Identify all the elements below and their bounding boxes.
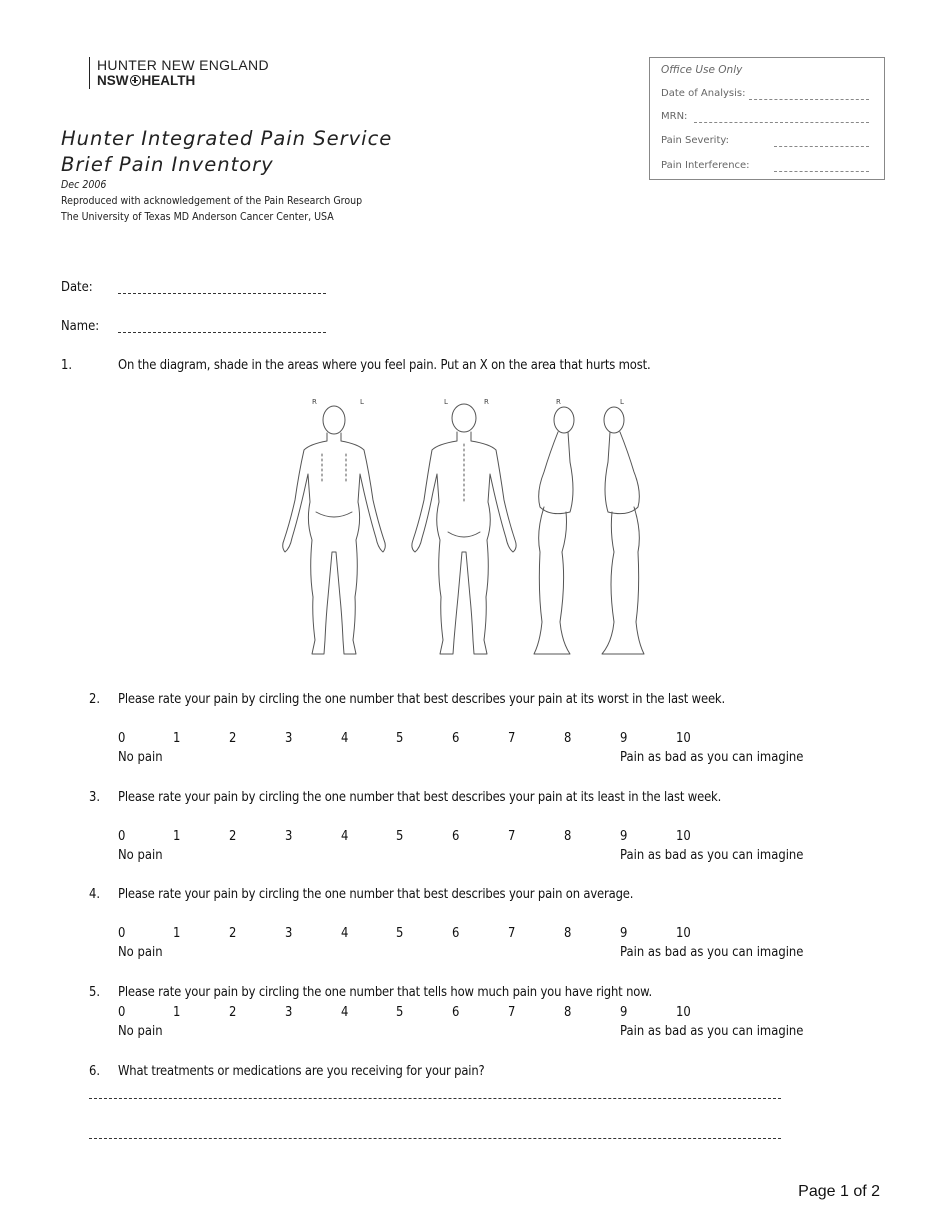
university-credit: The University of Texas MD Anderson Cancer Center, USA [61,210,334,223]
form-title: Brief Pain Inventory [61,153,274,176]
q3-text: Please rate your pain by circling the one number that best describes your pain at its least in the last week. [118,789,722,805]
q5-low-anchor: No pain [118,1023,163,1039]
q5-scale-option[interactable]: 2 [229,1004,237,1020]
q2-scale-option[interactable]: 0 [118,730,126,746]
mrn-label: MRN: [661,111,688,122]
date-of-analysis-field[interactable] [749,99,869,100]
q5-high-anchor: Pain as bad as you can imagine [620,1023,804,1039]
q5-scale-option[interactable]: 9 [620,1004,628,1020]
name-label: Name: [61,318,100,334]
q4-scale-option[interactable]: 8 [564,925,572,941]
q2-scale-option[interactable]: 10 [676,730,691,746]
office-use-box [649,57,885,180]
q2-text: Please rate your pain by circling the one number that best describes your pain at its worst in the last week. [118,691,726,707]
name-field[interactable] [118,332,326,333]
q5-scale-option[interactable]: 7 [508,1004,516,1020]
q2-scale-option[interactable]: 9 [620,730,628,746]
q5-scale-option[interactable]: 10 [676,1004,691,1020]
q4-scale-option[interactable]: 2 [229,925,237,941]
q3-scale-option[interactable]: 9 [620,828,628,844]
pain-interference-label: Pain Interference: [661,160,750,171]
date-label: Date: [61,279,93,295]
q5-scale-option[interactable]: 6 [452,1004,460,1020]
acknowledgement: Reproduced with acknowledgement of the Pain Research Group [61,194,363,207]
q4-scale-option[interactable]: 0 [118,925,126,941]
body-back-figure[interactable] [412,404,516,654]
q5-number: 5. [89,984,101,1000]
q6-answer-line-1[interactable] [89,1098,781,1099]
q4-text: Please rate your pain by circling the one number that best describes your pain on average. [118,886,634,902]
back-left-label: L [444,398,448,406]
pain-severity-field[interactable] [774,146,869,147]
q3-high-anchor: Pain as bad as you can imagine [620,847,804,863]
q5-scale-option[interactable]: 4 [341,1004,349,1020]
q6-text: What treatments or medications are you receiving for your pain? [118,1063,485,1079]
q2-scale-option[interactable]: 2 [229,730,237,746]
service-title: Hunter Integrated Pain Service [61,127,393,150]
q3-scale-option[interactable]: 8 [564,828,572,844]
q2-scale-option[interactable]: 3 [285,730,293,746]
q5-scale-option[interactable]: 3 [285,1004,293,1020]
q2-scale-option[interactable]: 6 [452,730,460,746]
q3-scale-option[interactable]: 2 [229,828,237,844]
pain-interference-field[interactable] [774,171,869,172]
q6-answer-line-2[interactable] [89,1138,781,1139]
mrn-field[interactable] [694,122,869,123]
body-right-side-figure[interactable] [534,407,574,654]
q2-number: 2. [89,691,101,707]
q1-number: 1. [61,357,73,373]
page-number: Page 1 of 2 [798,1183,880,1200]
q5-scale-option[interactable]: 8 [564,1004,572,1020]
q5-scale-option[interactable]: 5 [396,1004,404,1020]
q1-text: On the diagram, shade in the areas where you feel pain. Put an X on the area that hurts most. [118,357,651,373]
logo-divider [89,57,90,89]
q3-scale-option[interactable]: 7 [508,828,516,844]
q4-number: 4. [89,886,101,902]
logo-nsw-text: NSW [97,73,129,88]
q5-scale-option[interactable]: 1 [173,1004,181,1020]
q3-scale-option[interactable]: 4 [341,828,349,844]
date-field[interactable] [118,293,326,294]
q2-scale-option[interactable]: 5 [396,730,404,746]
q3-scale-option[interactable]: 5 [396,828,404,844]
q3-scale-option[interactable]: 6 [452,828,460,844]
q3-scale-option[interactable]: 1 [173,828,181,844]
q3-number: 3. [89,789,101,805]
date-of-analysis-label: Date of Analysis: [661,88,746,99]
q3-low-anchor: No pain [118,847,163,863]
q2-low-anchor: No pain [118,749,163,765]
office-use-title: Office Use Only [661,64,743,76]
q4-scale-option[interactable]: 6 [452,925,460,941]
back-right-label: R [484,398,489,406]
body-left-side-figure[interactable] [602,407,644,654]
q4-scale-option[interactable]: 5 [396,925,404,941]
q4-scale-option[interactable]: 9 [620,925,628,941]
front-right-label: R [312,398,317,406]
q2-scale-option[interactable]: 1 [173,730,181,746]
logo-health-text: HEALTH [141,73,196,88]
nsw-health-logo [97,73,195,88]
q2-scale-option[interactable]: 8 [564,730,572,746]
q4-scale-option[interactable]: 4 [341,925,349,941]
q5-text: Please rate your pain by circling the one number that tells how much pain you have right now. [118,984,652,1000]
q4-scale-option[interactable]: 1 [173,925,181,941]
q4-scale-option[interactable]: 7 [508,925,516,941]
form-date: Dec 2006 [61,178,107,191]
waratah-icon [130,75,141,86]
q2-scale-option[interactable]: 7 [508,730,516,746]
q4-scale-option[interactable]: 10 [676,925,691,941]
q6-number: 6. [89,1063,101,1079]
side-right-label: R [556,398,561,406]
side-left-label: L [620,398,624,406]
body-front-figure[interactable] [283,406,386,654]
body-diagram[interactable] [270,392,660,670]
q3-scale-option[interactable]: 3 [285,828,293,844]
org-name: HUNTER NEW ENGLAND [97,57,269,73]
q3-scale-option[interactable]: 10 [676,828,691,844]
q2-scale-option[interactable]: 4 [341,730,349,746]
pain-severity-label: Pain Severity: [661,135,729,146]
q4-low-anchor: No pain [118,944,163,960]
q4-scale-option[interactable]: 3 [285,925,293,941]
q2-high-anchor: Pain as bad as you can imagine [620,749,804,765]
q4-high-anchor: Pain as bad as you can imagine [620,944,804,960]
front-left-label: L [360,398,364,406]
q5-scale-option[interactable]: 0 [118,1004,126,1020]
q3-scale-option[interactable]: 0 [118,828,126,844]
